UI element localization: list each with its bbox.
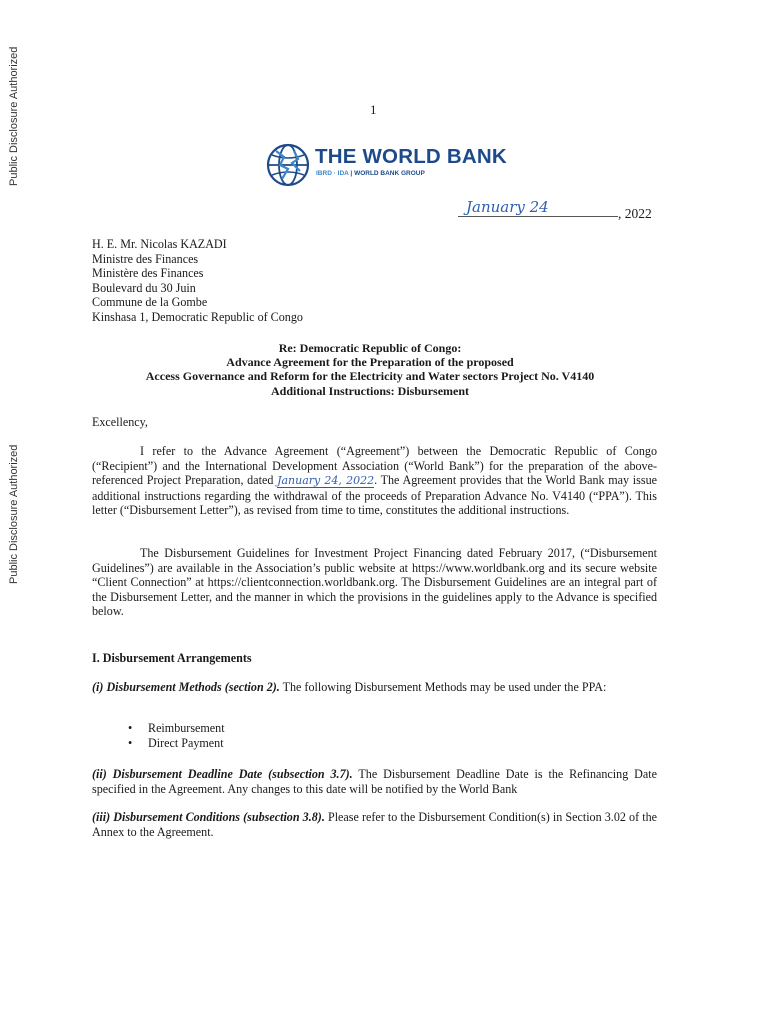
globe-icon <box>266 143 310 187</box>
address-line: Ministère des Finances <box>92 266 204 281</box>
recipient-address <box>92 237 303 325</box>
salutation: Excellency, <box>92 415 148 429</box>
letter-date <box>458 198 658 228</box>
guidelines-paragraph: The Disbursement Guidelines for Investment Project Financing dated February 2017, (“Disbursement Guidelines”) are available in the Association’s public website at https://www.worldbank.org and its secure website “Client Connection” at https://clientconnection.worldbank.org. The Disbursement Guidelines are an integral part of the Disbursement Letter, and the manner in which the provisions in the guidelines apply to the Advance is specified below. <box>92 546 657 619</box>
list-item: • Direct Payment <box>128 736 225 751</box>
signed-date-inline: January 24, 2022 <box>277 474 375 488</box>
address-line: Ministre des Finances <box>92 251 199 266</box>
section-heading: I. Disbursement Arrangements <box>92 651 252 665</box>
date-year: , 2022 <box>618 206 652 221</box>
address-line: Boulevard du 30 Juin <box>92 280 196 295</box>
list-item: • Reimbursement <box>128 721 225 736</box>
subject-line: Advance Agreement for the Preparation of the proposed <box>226 355 514 370</box>
intro-paragraph: I refer to the Advance Agreement (“Agreement”) between the Democratic Republic of Congo (“Recipient”) and the International Development Association (“World Bank”) for the preparation of the above-referenced Project Preparation, dated January 24, 2022. The Agreement provides that the World Bank may issue additional instructions regarding the withdrawal of the proceeds of Preparation Advance No. V4140 (“PPA”). This letter (“Disbursement Letter”), as revised from time to time, constitutes the additional instructions. <box>92 444 657 518</box>
world-bank-logo <box>266 140 507 190</box>
subject-line: Additional Instructions: Disbursement <box>270 383 470 398</box>
disbursement-methods: (i) Disbursement Methods (section 2). The following Disbursement Methods may be used under the PPA: <box>92 680 607 694</box>
disclosure-stamp-middle: Public Disclosure Authorized <box>8 444 20 584</box>
address-line: Commune de la Gombe <box>92 295 208 310</box>
disclosure-stamp-top: Public Disclosure Authorized <box>8 46 20 186</box>
subject-block <box>80 341 660 398</box>
address-line: Kinshasa 1, Democratic Republic of Congo <box>92 309 303 324</box>
date-underline <box>458 216 618 217</box>
subject-line: Access Governance and Reform for the Electricity and Water sectors Project No. V4140 <box>145 369 595 384</box>
logo-subtitle: IBRD · IDA | WORLD BANK GROUP <box>316 170 425 177</box>
subject-line: Re: Democratic Republic of Congo: <box>278 341 462 355</box>
handwritten-date: January 24 <box>466 198 549 216</box>
deadline-date-paragraph: (ii) Disbursement Deadline Date (subsection 3.7). The Disbursement Deadline Date is the Refinancing Date specified in the Agreement. Any changes to this date will be notified by the World Bank <box>92 767 657 796</box>
methods-list <box>128 721 225 751</box>
page-number: 1 <box>370 102 377 117</box>
logo-title: THE WORLD BANK <box>315 145 507 168</box>
address-line: H. E. Mr. Nicolas KAZADI <box>92 237 227 251</box>
conditions-paragraph: (iii) Disbursement Conditions (subsection 3.8). Please refer to the Disbursement Condition(s) in Section 3.02 of the Annex to the Agreement. <box>92 810 658 839</box>
